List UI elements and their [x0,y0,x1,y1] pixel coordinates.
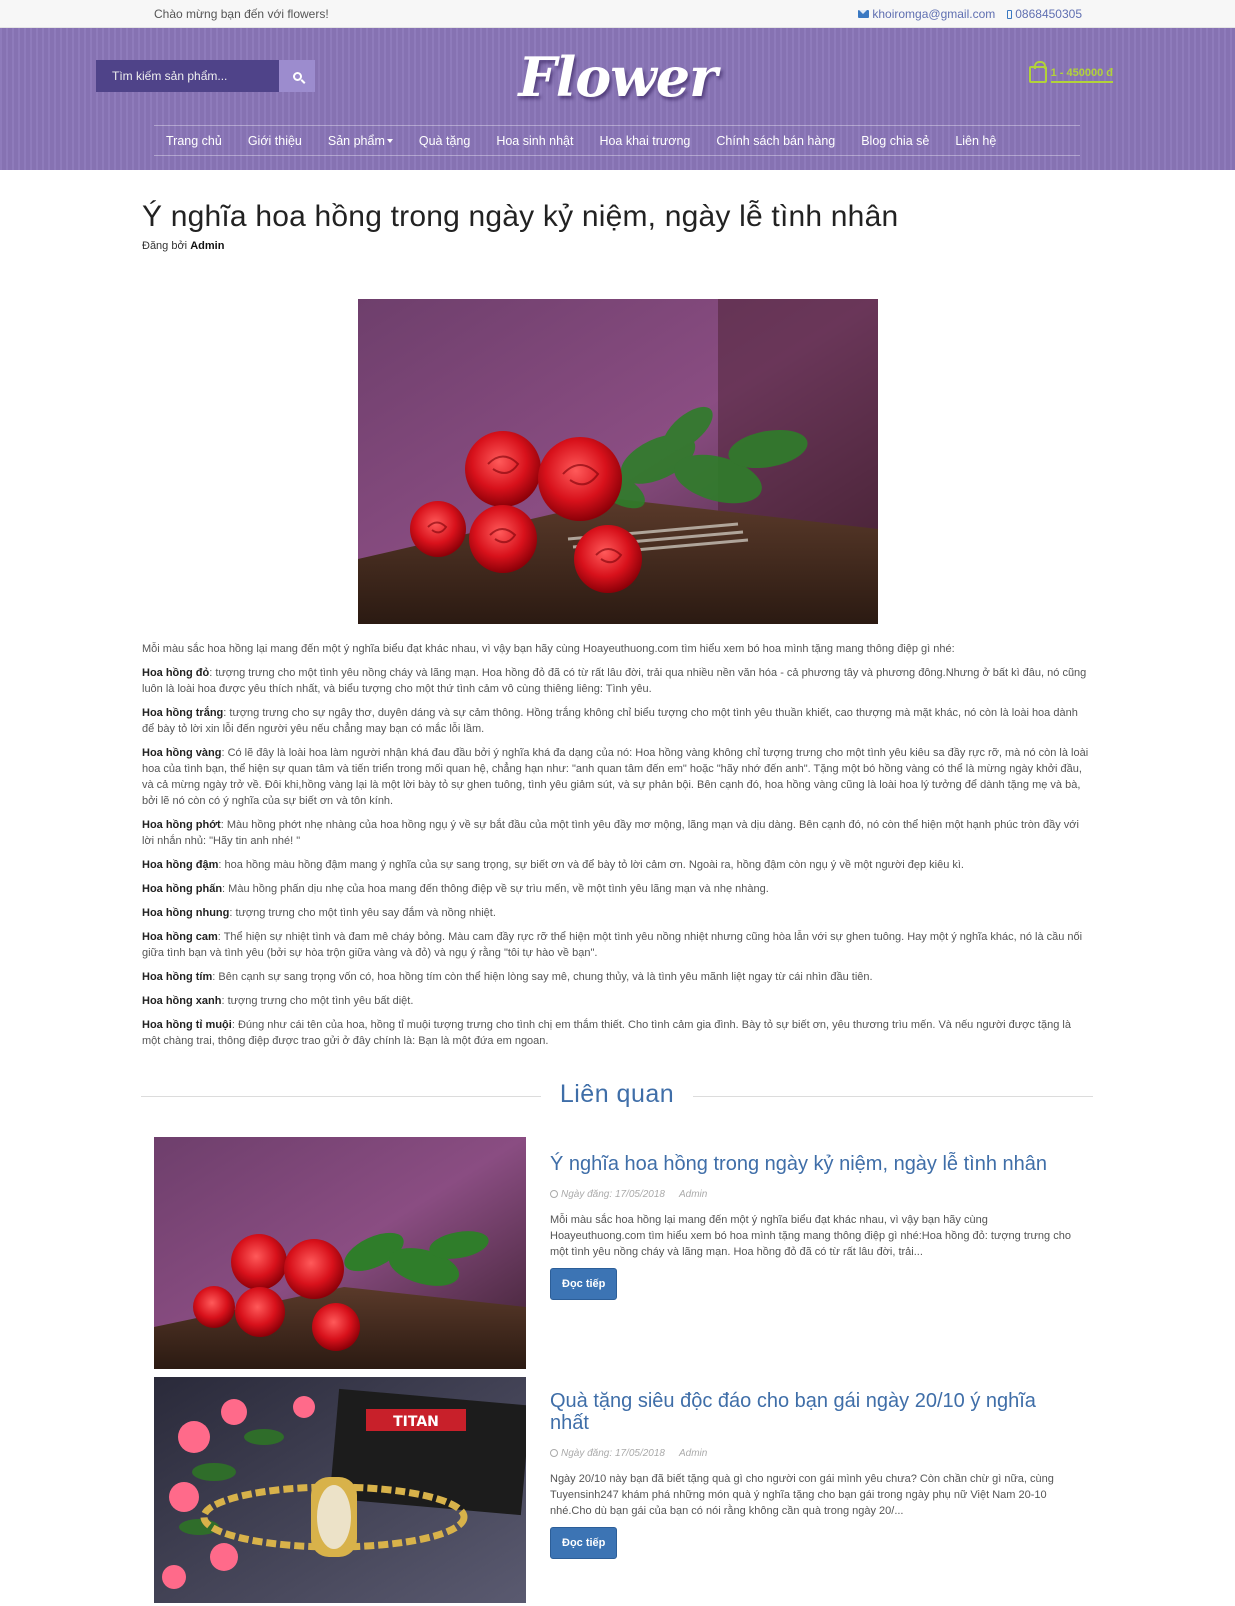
article-body [142,641,1092,1057]
related-post-thumbnail[interactable] [154,1374,526,1606]
cart[interactable] [1029,66,1113,83]
paragraph [142,993,1092,1009]
shopping-bag-icon [1029,66,1047,83]
post-meta [550,1189,1080,1200]
paragraph-term: Hoa hồng vàng [142,747,222,759]
clock-icon [550,1190,558,1198]
related-post-excerpt: Ngày 20/10 này bạn đã biết tặng quà gì cho người con gái mình yêu chưa? Còn chần chừ gì nữa, cùng Tuyensinh247 khám phá những món quà ý nghĩa tặng cho bạn gái trong ngày phụ nữ Việt Nam 20-10 nhé.Cho dù bạn gái của bạn có nói rằng không cần quà trong ngày 20/... [550,1473,1054,1517]
related-post-title[interactable]: Quà tặng siêu độc đáo cho bạn gái ngày 20/10 ý nghĩa nhất [550,1390,1036,1434]
cart-total: 1 - 450000 đ [1051,67,1113,83]
paragraph [142,929,1092,961]
related-post [154,1374,1082,1600]
email-link[interactable] [858,7,995,21]
paragraph-term: Hoa hồng đỏ [142,667,210,679]
contact-info [858,7,1082,21]
date-value: 17/05/2018 [614,1189,665,1200]
date-label: Ngày đăng: [561,1189,613,1200]
paragraph-text: : Màu hồng phớt nhẹ nhàng của hoa hồng ngụ ý về sự bắt đầu của một tình yêu đầy mơ mộng, lãng mạn và dịu dàng. Bên cạnh đó, nó còn thể hiện một hạnh phúc tròn đầy với lời nhắn nhủ: "Hãy tin anh nhé! " [142,819,1079,847]
related-post [154,1137,1082,1369]
paragraph-term: Hoa hồng xanh [142,995,222,1007]
paragraph-term: Hoa hồng đậm [142,859,219,871]
envelope-icon [858,10,869,18]
post-author: Admin [679,1189,708,1200]
post-date [550,1448,665,1459]
welcome-text: Chào mừng bạn đến với flowers! [154,7,329,21]
paragraph [142,857,1092,873]
paragraph-text: : hoa hồng màu hồng đậm mang ý nghĩa của sự sang trọng, sự biết ơn và để bày tỏ lời cảm ơn. Ngoài ra, hồng đậm còn ngụ ý về một người đẹp kiêu kì. [218,859,964,871]
paragraph [142,817,1092,849]
related-heading-text: Liên quan [559,1080,675,1108]
caret-down-icon [387,139,393,143]
clock-icon [550,1449,558,1457]
phone-link[interactable] [1007,7,1082,21]
paragraph-text: : Thể hiện sự nhiệt tình và đam mê cháy bỏng. Màu cam đầy rực rỡ thể hiện một tình yêu nồng nhiệt nhưng cũng hòa lẫn với sự ghen tuông. Hay một ý nghĩa khác, nó là cầu nối giữa tình bạn và tình yêu (bởi sự hòa trộn giữa vàng và đỏ) và ngụ ý rằng "tôi tự hào về bạn". [142,931,1083,959]
paragraph [142,969,1092,985]
paragraph [142,1017,1092,1049]
paragraph-text: : tượng trưng cho một tình yêu say đắm và nồng nhiệt. [229,907,496,919]
date-label: Ngày đăng: [561,1448,613,1459]
paragraph-text: : tượng trưng cho một tình yêu bất diệt. [221,995,414,1007]
paragraph [142,665,1092,697]
post-meta [550,1448,1080,1459]
paragraph-text: : Màu hồng phấn dịu nhẹ của hoa mang đến thông điệp về sự trìu mến, về một tình yêu lãng mạn và nhẹ nhàng. [222,883,769,895]
nav-item-blog[interactable]: Blog chia sẻ [861,133,930,148]
paragraph [142,881,1092,897]
intro-paragraph: Mỗi màu sắc hoa hồng lại mang đến một ý nghĩa biểu đạt khác nhau, vì vậy bạn hãy cùng Hoayeuthuong.com tìm hiểu xem bó hoa mình tặng mang thông điệp gì nhé: [142,643,955,655]
paragraph-text: : tượng trưng cho một tình yêu nồng cháy và lãng mạn. Hoa hồng đỏ đã có từ rất lâu đời, trải qua nhiều nền văn hóa - cả phương tây và phương đông.Nhưng ở bất kì đâu, nó cũng luôn là loài hoa được yêu thích nhất, và biểu tượng cho một thứ tình cảm vô cùng thiêng liêng: Tình yêu. [142,667,1087,695]
hero-image-roses [358,299,878,624]
nav-item-birthday[interactable]: Hoa sinh nhật [496,133,574,148]
site-logo[interactable]: Flower [518,45,717,109]
paragraph [142,745,1092,809]
nav-item-policy[interactable]: Chính sách bán hàng [716,133,836,148]
related-post-title[interactable]: Ý nghĩa hoa hồng trong ngày kỷ niệm, ngày lễ tình nhân [550,1153,1048,1175]
main-nav [154,125,1080,156]
related-post-info [550,1390,1080,1559]
related-post-info [550,1153,1080,1300]
article-header [142,200,1093,252]
read-more-button[interactable]: Đọc tiếp [550,1527,617,1559]
paragraph-term: Hoa hồng nhung [142,907,230,919]
related-heading [141,1080,1093,1112]
nav-item-about[interactable]: Giới thiệu [247,133,302,148]
paragraph-term: Hoa hồng tím [142,971,213,983]
nav-item-gifts[interactable]: Quà tặng [418,133,471,148]
date-value: 17/05/2018 [614,1448,665,1459]
paragraph-term: Hoa hồng trắng [142,707,224,719]
paragraph-text: : tượng trưng cho sự ngây thơ, duyên dáng và sự cảm thông. Hồng trắng không chỉ biểu tượng cho một tình yêu thuần khiết, cao thượng mà mặt khác, nó còn là loài hoa dành để bày tỏ lời xin lỗi đến người yêu nếu chẳng may bạn có mắc lỗi lầm. [142,707,1078,735]
paragraph [142,705,1092,737]
divider [693,1096,1093,1097]
phone-text: 0868450305 [1015,7,1082,21]
paragraph [142,905,1092,921]
related-post-thumbnail[interactable] [154,1137,526,1369]
paragraph-term: Hoa hồng tỉ muội [142,1019,232,1031]
post-date [550,1189,665,1200]
nav-item-contact[interactable]: Liên hệ [955,133,997,148]
titan-card-text: TITAN [393,1414,439,1430]
paragraph-term: Hoa hồng phớt [142,819,221,831]
article-title: Ý nghĩa hoa hồng trong ngày kỷ niệm, ngày lễ tình nhân [142,200,899,233]
paragraph-text: : Có lẽ đây là loài hoa làm người nhận khá đau đầu bởi ý nghĩa khá đa dạng của nó: Hoa hồng vàng không chỉ tượng trưng cho một tình yêu kiêu sa đầy rực rỡ, mà nó còn là loài hoa của tình bạn, thể hiện sự quan tâm và tiến triển trong mối quan hệ, chẳng hạn như: "anh quan tâm đến em" hoặc "hãy nhớ đến anh". Tặng một bó hồng vàng có thể là mừng ngày khởi đầu, và cả mừng ngày trở về. Đôi khi,hồng vàng lại là một lời bày tỏ sự ghen tuông, tình yêu giảm sút, và sự phản bội. Bên cạnh đó, hoa hồng vàng cũng là loài hoa lý tưởng để dành tặng mẹ và bà, bởi lẽ nó còn có ý nghĩa của sự biết ơn và tôn kính. [142,747,1089,807]
nav-item-products[interactable] [328,134,393,148]
read-more-button[interactable]: Đọc tiếp [550,1268,617,1300]
site-header [0,28,1235,170]
post-author: Admin [679,1448,708,1459]
nav-item-products-label: Sản phẩm [327,133,385,148]
paragraph-term: Hoa hồng cam [142,931,218,943]
author-name[interactable]: Admin [190,240,225,252]
email-text: khoiromga@gmail.com [872,7,996,21]
related-post-excerpt: Mỗi màu sắc hoa hồng lại mang đến một ý nghĩa biểu đạt khác nhau, vì vậy bạn hãy cùng Hoayeuthuong.com tìm hiểu xem bó hoa mình tặng mang thông điệp gì nhé:Hoa hồng đỏ: tượng trưng cho một tình yêu nồng cháy và lãng mạn. Hoa hồng đỏ đã có từ rất lâu đời, trải... [550,1214,1071,1258]
paragraph-term: Hoa hồng phấn [142,883,223,895]
paragraph-text: : Bên cạnh sự sang trọng vốn có, hoa hồng tím còn thể hiện lòng say mê, chung thủy, và là tình yêu mãnh liệt ngay từ cái nhìn đầu tiên. [212,971,873,983]
nav-item-opening[interactable]: Hoa khai trương [599,133,691,148]
phone-icon [1007,10,1012,19]
top-bar [0,0,1235,28]
paragraph-text: : Đúng như cái tên của hoa, hồng tỉ muội tượng trưng cho tình chị em thắm thiết. Cho tình cảm gia đình. Bày tỏ sự biết ơn, yêu thương trìu mến. Và nếu người được tặng là một chàng trai, thông điệp được trao gửi ở đây chính là: Bạn là một đứa em ngoan. [142,1019,1071,1047]
nav-item-home[interactable]: Trang chủ [166,133,222,148]
byline [142,240,1093,252]
byline-prefix: Đăng bởi [142,240,188,252]
